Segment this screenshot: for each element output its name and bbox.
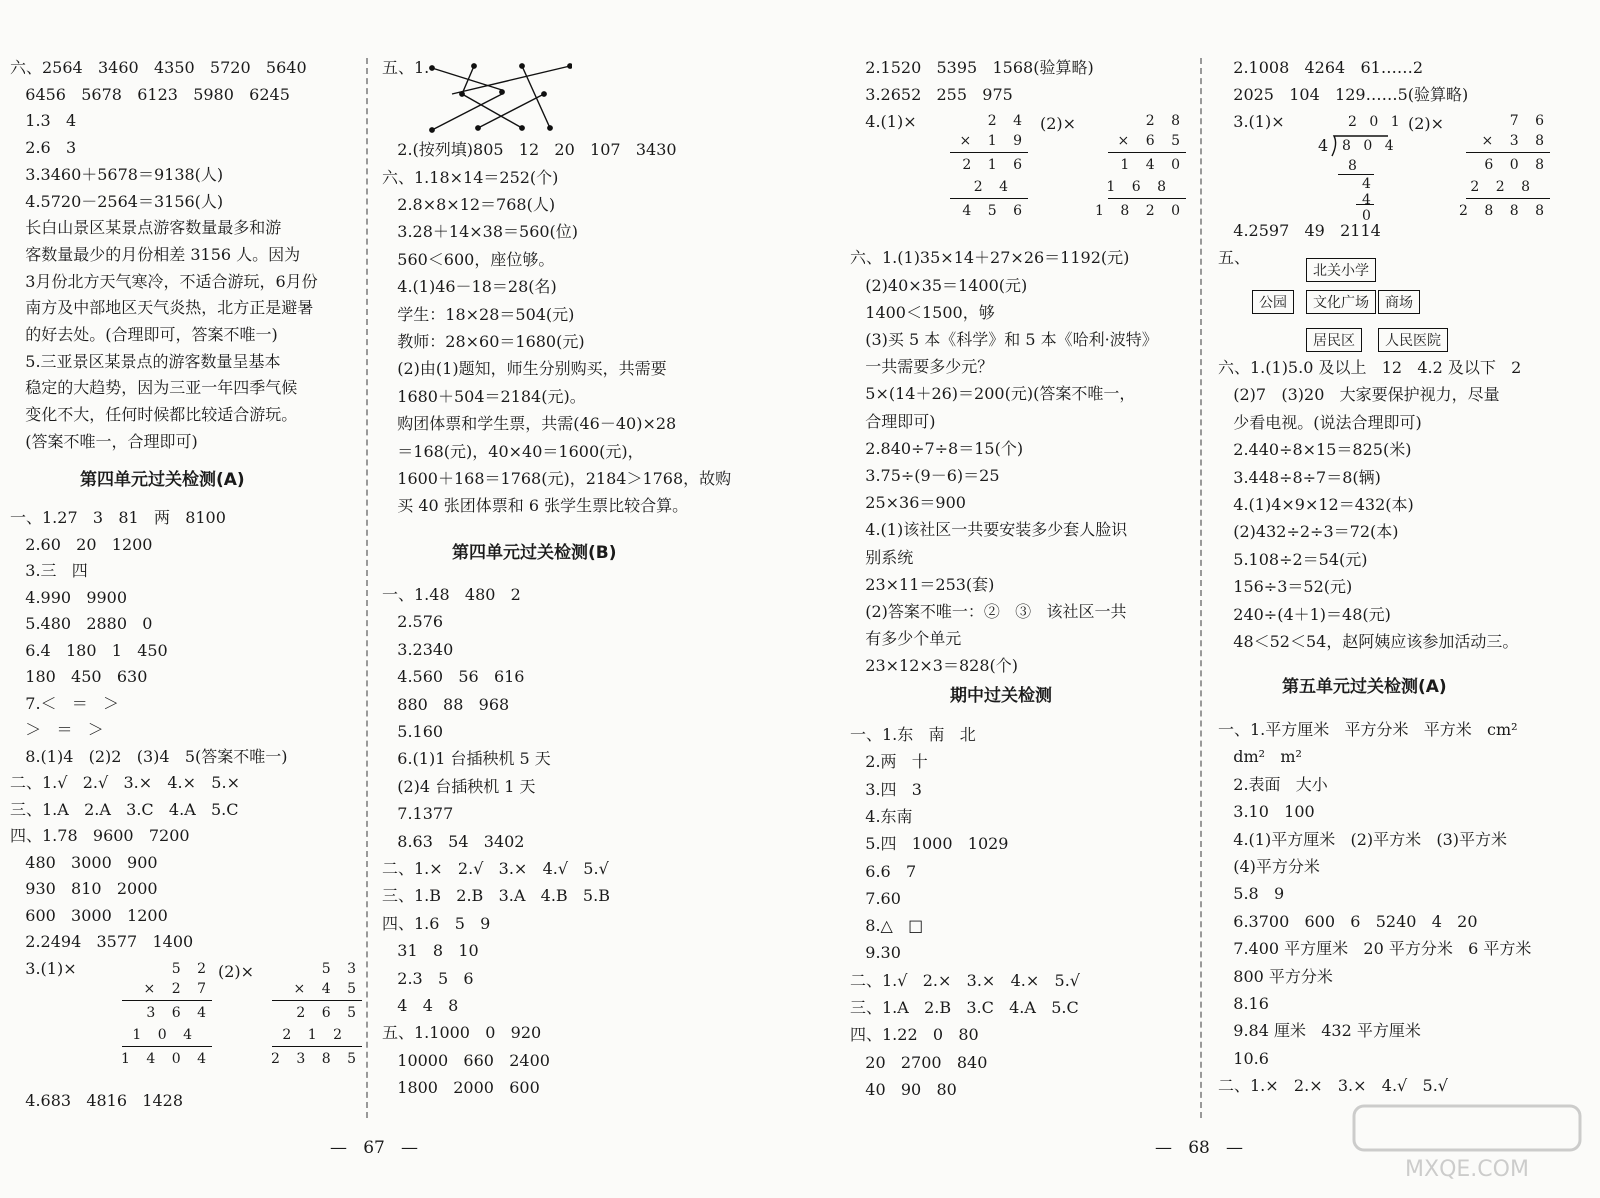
answer-line: 二、1.× 2.√ 3.× 4.√ 5.√: [382, 859, 609, 878]
answer-line: 3.(1)×: [10, 958, 77, 978]
answer-line: 156÷3＝52(元): [1218, 577, 1353, 597]
column-divider-1: [366, 58, 368, 1118]
calc-label: (2)×: [1040, 114, 1077, 133]
answer-line: 2.576: [382, 612, 444, 632]
answer-line: 7.＜ ＝ ＞: [10, 693, 120, 713]
calc-row: × 4 5: [293, 981, 362, 997]
calc-row: 1 8 2 0: [1095, 203, 1186, 219]
answer-line: 4 4 8: [382, 996, 459, 1015]
answer-line: 4.(1)46－18＝28(名): [382, 277, 557, 297]
answer-line: 四、1.78 9600 7200: [10, 826, 190, 845]
answer-line: 一、1.27 3 81 两 8100: [10, 508, 226, 527]
map-hospital: 人民医院: [1378, 328, 1448, 352]
divisor: 4: [1318, 136, 1329, 155]
answer-line: 二、1.× 2.× 3.× 4.√ 5.√: [1218, 1076, 1448, 1096]
calc-row: 6 0 8: [1484, 157, 1550, 173]
answer-line: 三、1.A 2.B 3.C 4.A 5.C: [850, 998, 1079, 1017]
answer-line: 客数量最少的月份相差 3156 人。因为: [10, 244, 301, 264]
column-divider-2: [1200, 58, 1202, 1118]
calc-label: (2)×: [218, 962, 255, 981]
answer-line: 3.448÷8÷7＝8(辆): [1218, 467, 1381, 487]
answer-line: 9.84 厘米 432 平方厘米: [1218, 1021, 1421, 1041]
calc-rule: [1108, 198, 1186, 199]
calc-row: × 3 8: [1481, 133, 1550, 149]
map-mall: 商场: [1378, 290, 1420, 314]
calc-rule: [272, 1046, 362, 1047]
calc-row: 2 4: [973, 179, 1014, 195]
answer-line: 一、1.东 南 北: [850, 725, 976, 744]
answer-line: 5.8 9: [1218, 884, 1285, 904]
calc-rule: [1466, 152, 1550, 153]
answer-line: 教师：28×60＝1680(元): [382, 332, 585, 351]
answer-line: 三、1.A 2.A 3.C 4.A 5.C: [10, 799, 239, 819]
answer-line: 2.3 5 6: [382, 968, 474, 988]
answer-line: 4.(1)4×9×12＝432(本): [1218, 495, 1414, 514]
answer-line: 二、1.√ 2.× 3.× 4.× 5.√: [850, 970, 1080, 990]
division-row: 2 0 1: [1348, 114, 1404, 130]
answer-line: (答案不唯一，合理即可): [10, 431, 198, 451]
calc-row: 3 6 4: [146, 1005, 212, 1021]
answer-line: 3.2652 255 975: [850, 85, 1013, 105]
division-row: 4: [1362, 176, 1375, 192]
answer-line: 2.8×8×12＝768(人): [382, 195, 556, 214]
answer-line: 800 平方分米: [1218, 966, 1333, 986]
calc-rule: [950, 198, 1028, 199]
answer-line: 1400＜1500，够: [850, 302, 995, 322]
answer-line: 的好去处。(合理即可，答案不唯一): [10, 325, 278, 344]
answer-line: 六、1.(1)35×14＋27×26＝1192(元): [850, 248, 1130, 268]
answer-line: 8.16: [1218, 994, 1269, 1013]
answer-line: 3.28＋14×38＝560(位): [382, 222, 579, 242]
section-title-unit5a: 第五单元过关检测(A): [1282, 677, 1447, 697]
map-park: 公园: [1252, 290, 1294, 314]
answer-line: (2)40×35＝1400(元): [850, 275, 1028, 295]
map-residential: 居民区: [1306, 328, 1362, 352]
answer-line: 4.560 56 616: [382, 667, 525, 687]
answer-line: 600 3000 1200: [10, 905, 168, 925]
answer-line: 560＜600，座位够。: [382, 249, 555, 269]
answer-line: 930 810 2000: [10, 879, 158, 898]
answer-line: 4.(1)×: [850, 112, 917, 132]
answer-line: 4.5720－2564＝3156(人): [10, 191, 224, 211]
answer-line: (4)平方分米: [1218, 857, 1320, 876]
calc-rule: [1466, 198, 1550, 199]
answer-line: 5.三亚景区某景点的游客数量呈基本: [10, 351, 281, 371]
answer-line: 3.75÷(9－6)＝25: [850, 466, 1000, 485]
answer-line: 南方及中部地区天气炎热，北方正是避暑: [10, 298, 314, 318]
answer-line: 10000 660 2400: [382, 1050, 550, 1070]
answer-line: 5.480 2880 0: [10, 614, 153, 633]
answer-line: 1.3 4: [10, 111, 77, 131]
answer-line: 2.表面 大小: [1218, 774, 1328, 794]
calc-row: 2 8 8 8: [1459, 203, 1550, 219]
map-north-school: 北关小学: [1306, 258, 1376, 282]
section-title-unit4b: 第四单元过关检测(B): [452, 543, 617, 563]
answer-line: 四、1.22 0 80: [850, 1025, 979, 1045]
answer-line: 别系统: [850, 547, 914, 567]
answer-line: 3月份北方天气寒冷，不适合游玩，6月份: [10, 271, 318, 291]
division-row: 8 0 4: [1342, 138, 1398, 154]
division-rule: [1338, 174, 1374, 175]
answer-line: 25×36＝900: [850, 493, 966, 513]
map-culture-square: 文化广场: [1306, 290, 1376, 314]
answer-line: 4.东南: [850, 806, 913, 826]
answer-line: 学生：18×28＝504(元): [382, 304, 575, 324]
calc-row: 2 4: [987, 113, 1028, 129]
answer-line: 8.(1)4 (2)2 (3)4 5(答案不唯一): [10, 746, 288, 766]
answer-line: 4.990 9900: [10, 587, 128, 607]
calc-row: 2 8: [1145, 113, 1186, 129]
answer-line: 23×11＝253(套): [850, 574, 995, 594]
calc-row: 7 6: [1509, 113, 1550, 129]
answer-line: (3)买 5 本《科学》和 5 本《哈利·波特》: [850, 330, 1158, 349]
answer-line: 2.60 20 1200: [10, 534, 153, 554]
answer-line: 三、1.B 2.B 3.A 4.B 5.B: [382, 886, 610, 906]
division-row: 8: [1348, 158, 1361, 174]
calc-rule: [950, 152, 1028, 153]
answer-line: 2025 104 129……5(验算略): [1218, 85, 1469, 105]
match-label: 五、1.: [382, 58, 430, 77]
answer-line: 一、1.48 480 2: [382, 585, 521, 604]
calc-row: 5 2: [171, 961, 212, 977]
answer-line: 1600＋168＝1768(元)，2184＞1768，故购: [382, 469, 732, 488]
answer-line: 7.60: [850, 888, 901, 908]
page-number-67: — 67 —: [330, 1138, 419, 1158]
answer-line: 480 3000 900: [10, 852, 158, 872]
answer-line: 1680＋504＝2184(元)。: [382, 386, 586, 406]
answer-line: 3.2340: [382, 639, 454, 659]
calc-row: 2 1 2: [282, 1027, 348, 1043]
answer-line: 四、1.6 5 9: [382, 913, 491, 933]
answer-line: 稳定的大趋势，因为三亚一年四季气候: [10, 378, 298, 398]
answer-line: (2)由(1)题知，师生分别购买，共需要: [382, 359, 667, 379]
calc-row: × 1 9: [959, 133, 1028, 149]
answer-line: 6.4 180 1 450: [10, 640, 168, 660]
section-title-midterm: 期中过关检测: [950, 686, 1052, 706]
answer-line: 6456 5678 6123 5980 6245: [10, 84, 290, 104]
division-row: 0: [1362, 208, 1375, 224]
answer-line: 二、1.√ 2.√ 3.× 4.× 5.×: [10, 773, 240, 792]
answer-line: 3.四 3: [850, 779, 922, 799]
answer-line: 3.三 四: [10, 561, 88, 580]
watermark-text: MXQE.COM: [1405, 1157, 1529, 1182]
calc-row: 1 4 0: [1120, 157, 1186, 173]
answer-line: 2.两 十: [850, 752, 928, 772]
long-division: [1318, 112, 1404, 224]
answer-line: 6.3700 600 6 5240 4 20: [1218, 911, 1478, 931]
calc-rule: [122, 1000, 212, 1001]
calc-row: 2 2 8: [1470, 179, 1536, 195]
calc-row: 5 3: [321, 961, 362, 977]
answer-line: 1800 2000 600: [382, 1078, 540, 1098]
answer-line: 5×(14＋26)＝200(元)(答案不唯一，: [850, 384, 1136, 404]
answer-line: 3.3460＋5678＝9138(人): [10, 164, 224, 184]
division-rule: [1356, 204, 1374, 205]
answer-line: (2)7 (3)20 大家要保护视力，尽量: [1218, 385, 1500, 405]
answer-line: ＞ ＝ ＞: [10, 720, 104, 739]
answer-line: 购团体票和学生票，共需(46－40)×28: [382, 414, 677, 434]
calc-rule: [272, 1000, 362, 1001]
answer-line: 6.6 7: [850, 861, 917, 881]
answer-line: 48＜52＜54，赵阿姨应该参加活动三。: [1218, 632, 1519, 651]
answer-line: ＝168(元)，40×40＝1600(元)，: [382, 441, 644, 461]
watermark-logo: [1352, 1104, 1582, 1186]
answer-line: 31 8 10: [382, 941, 479, 961]
answer-line: 五、: [1218, 248, 1251, 268]
answer-line: 40 90 80: [850, 1079, 957, 1099]
answer-line: 7.400 平方厘米 20 平方分米 6 平方米: [1218, 939, 1532, 959]
calc-row: 2 6 5: [296, 1005, 362, 1021]
answer-line: 3.10 100: [1218, 802, 1315, 822]
answer-line: (2)432÷2÷3＝72(本): [1218, 522, 1399, 542]
answer-line: 20 2700 840: [850, 1052, 988, 1072]
answer-line: 240÷(4＋1)＝48(元): [1218, 604, 1391, 624]
answer-line: 4.683 4816 1428: [10, 1091, 184, 1110]
calc-row: 2 1 6: [962, 157, 1028, 173]
page-number-68: — 68 —: [1155, 1138, 1244, 1158]
answer-line: 合理即可): [850, 411, 936, 431]
answer-line: 4.(1)该社区一共要安装多少套人脸识: [850, 520, 1128, 540]
answer-line: (2)答案不唯一：② ③ 该社区一共: [850, 602, 1127, 621]
answer-line: 五、1.1000 0 920: [382, 1023, 542, 1043]
calc-row: 4 5 6: [962, 203, 1028, 219]
answer-line: 2.1008 4264 61……2: [1218, 58, 1424, 77]
answer-line: 5.108÷2＝54(元): [1218, 549, 1368, 569]
division-row: 4: [1362, 192, 1375, 208]
answer-line: 一、1.平方厘米 平方分米 平方米 cm²: [1218, 720, 1518, 739]
answer-line: 少看电视。(说法合理即可): [1218, 412, 1422, 432]
answer-line: 六、2564 3460 4350 5720 5640: [10, 58, 307, 77]
section-title-unit4a: 第四单元过关检测(A): [80, 470, 245, 490]
answer-line: 3.(1)×: [1218, 112, 1285, 132]
answer-line: 2.840÷7÷8＝15(个): [850, 438, 1024, 458]
answer-line: 4.(1)平方厘米 (2)平方米 (3)平方米: [1218, 829, 1508, 849]
answer-line: 7.1377: [382, 804, 454, 824]
answer-line: 5.160: [382, 722, 444, 741]
calc-row: 1 0 4: [132, 1027, 198, 1043]
answer-line: 4.2597 49 2114: [1218, 221, 1381, 241]
answer-line: 8.△ □: [850, 916, 924, 936]
answer-line: (2)4 台插秧机 1 天: [382, 776, 536, 796]
calc-row: 1 6 8: [1106, 179, 1172, 195]
answer-line: 有多少个单元: [850, 629, 962, 649]
answer-line: 变化不大，任何时候都比较适合游玩。: [10, 405, 298, 425]
answer-line: 一共需要多少元？: [850, 357, 994, 377]
calc-row: × 2 7: [143, 981, 212, 997]
calc-row: × 6 5: [1117, 133, 1186, 149]
answer-line: dm² m²: [1218, 747, 1302, 767]
calc-rule: [1108, 152, 1186, 153]
answer-line: 2.1520 5395 1568(验算略): [850, 58, 1094, 77]
calc-row: 1 4 0 4: [121, 1051, 212, 1067]
answer-line: 2.6 3: [10, 138, 77, 158]
matching-lines-diagram: [422, 58, 572, 134]
answer-line: 2.2494 3577 1400: [10, 932, 194, 951]
answer-line: 8.63 54 3402: [382, 831, 525, 851]
answer-line: 23×12×3＝828(个): [850, 656, 1018, 676]
answer-line: 六、1.18×14＝252(个): [382, 167, 559, 187]
answer-line: 2.440÷8×15＝825(米): [1218, 440, 1412, 460]
answer-line: 10.6: [1218, 1048, 1269, 1068]
answer-line: 5.四 1000 1029: [850, 834, 1009, 854]
answer-line: 880 88 968: [382, 694, 510, 714]
answer-line: 6.(1)1 台插秧机 5 天: [382, 749, 551, 769]
answer-line: 长白山景区某景点游客数量最多和游: [10, 218, 282, 238]
answer-line: 2.(按列填)805 12 20 107 3430: [382, 140, 677, 160]
calc-row: 2 3 8 5: [271, 1051, 362, 1067]
answer-line: 180 450 630: [10, 667, 148, 686]
answer-line: 买 40 张团体票和 6 张学生票比较合算。: [382, 496, 689, 516]
answer-line: 9.30: [850, 943, 901, 963]
calc-label: (2)×: [1408, 114, 1445, 133]
answer-line: 六、1.(1)5.0 及以上 12 4.2 及以下 2: [1218, 358, 1522, 377]
calc-rule: [122, 1046, 212, 1047]
